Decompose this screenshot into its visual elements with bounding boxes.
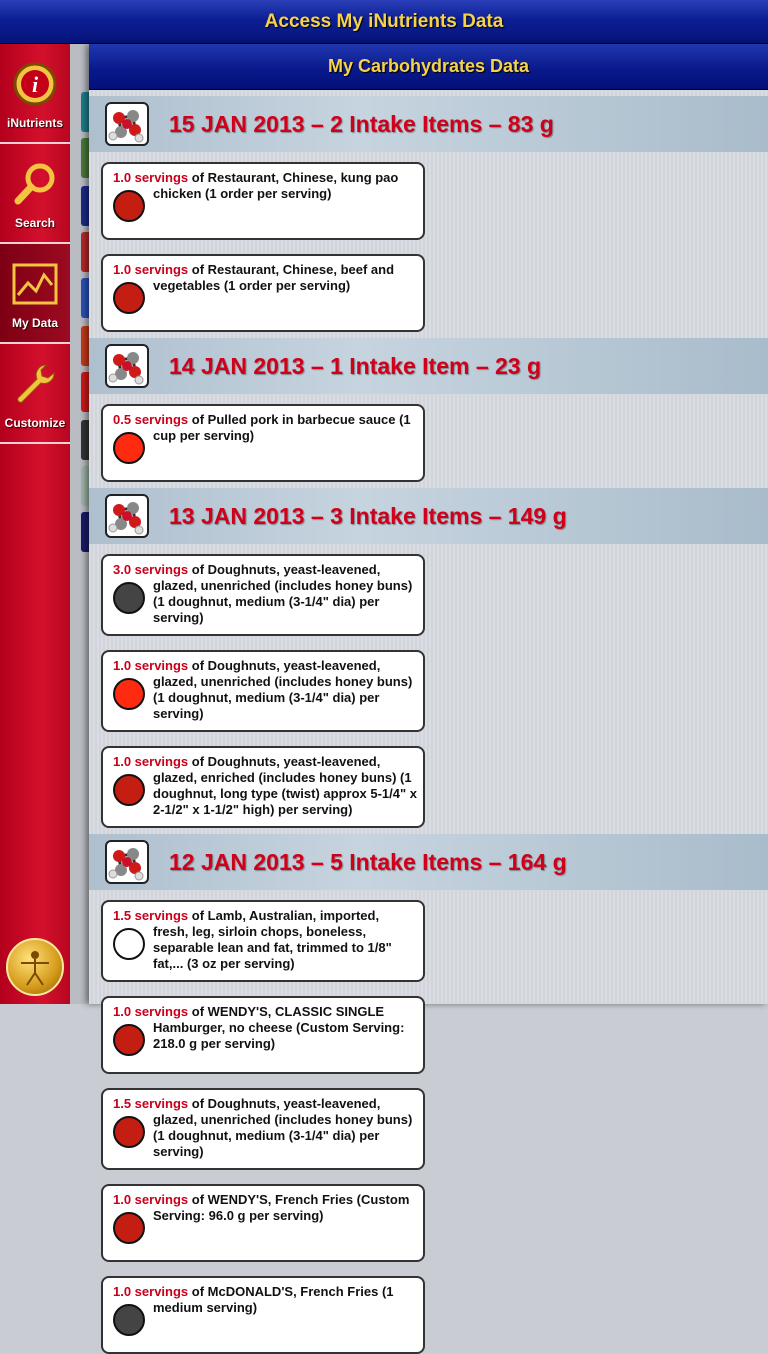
intake-item-card[interactable]: [101, 162, 425, 240]
food-description: of Doughnuts, yeast-leavened, glazed, enriched (includes honey buns) (1 doughnut, long type (twist) approx 5-1/4" x 2-1/2" x 1-1/2" high) per serving): [153, 754, 417, 817]
intake-item-text: [113, 754, 417, 818]
food-description: of McDONALD'S, French Fries (1 medium serving): [153, 1284, 394, 1315]
sidebar-item-label: iNutrients: [6, 116, 63, 130]
intake-item-card[interactable]: [101, 1276, 425, 1354]
intake-item-card[interactable]: [101, 554, 425, 636]
intake-item-text: [113, 562, 417, 626]
day-list: [89, 96, 768, 1354]
intake-item-card[interactable]: [101, 900, 425, 982]
carb-level-indicator: [113, 678, 145, 710]
molecule-icon: [105, 102, 149, 146]
servings-label: 1.0 servings: [113, 262, 189, 277]
day-header: [89, 96, 768, 152]
servings-label: 3.0 servings: [113, 562, 189, 577]
intake-item-text: [113, 412, 417, 444]
carb-level-indicator: [113, 1212, 145, 1244]
sidebar-item-label: Customize: [4, 416, 66, 430]
day-title: 13 JAN 2013 – 3 Intake Items – 149 g: [169, 502, 567, 529]
info-icon: [11, 60, 59, 108]
servings-label: 1.0 servings: [113, 170, 189, 185]
panel-title: My Carbohydrates Data: [327, 56, 530, 76]
carb-level-indicator: [113, 928, 145, 960]
food-description: of Doughnuts, yeast-leavened, glazed, unenriched (includes honey buns) (1 doughnut, medium (3-1/4" dia) per serving): [153, 658, 413, 721]
intake-item-card[interactable]: [101, 650, 425, 732]
intake-items: [89, 394, 768, 482]
carb-level-indicator: [113, 432, 145, 464]
molecule-icon: [105, 840, 149, 884]
sidebar-item-label: My Data: [11, 316, 58, 330]
intake-item-card[interactable]: [101, 404, 425, 482]
servings-label: 1.0 servings: [113, 1284, 189, 1299]
intake-item-text: [113, 1096, 417, 1160]
food-description: of WENDY'S, French Fries (Custom Serving: 96.0 g per serving): [153, 1192, 410, 1223]
day-section: [89, 834, 768, 1354]
servings-label: 1.0 servings: [113, 1004, 189, 1019]
day-section: [89, 488, 768, 828]
intake-item-card[interactable]: [101, 1184, 425, 1262]
chart-icon: [11, 260, 59, 308]
servings-label: 1.5 servings: [113, 908, 189, 923]
carb-level-indicator: [113, 1116, 145, 1148]
molecule-icon: [105, 344, 149, 388]
day-title: 12 JAN 2013 – 5 Intake Items – 164 g: [169, 848, 567, 875]
sidebar-item-my-data[interactable]: [0, 244, 70, 344]
food-description: of WENDY'S, CLASSIC SINGLE Hamburger, no cheese (Custom Serving: 218.0 g per serving): [153, 1004, 405, 1051]
carb-level-indicator: [113, 582, 145, 614]
sidebar: [0, 44, 70, 1004]
day-header: [89, 834, 768, 890]
intake-items: [89, 152, 768, 332]
sidebar-item-label: Search: [14, 216, 56, 230]
panel-title-bar: [89, 44, 768, 90]
intake-item-card[interactable]: [101, 996, 425, 1074]
servings-label: 1.0 servings: [113, 658, 189, 673]
servings-label: 1.0 servings: [113, 1192, 189, 1207]
intake-item-text: [113, 658, 417, 722]
carb-level-indicator: [113, 282, 145, 314]
svg-text:i: i: [31, 72, 39, 97]
wrench-icon: [11, 360, 59, 408]
my-carbohydrates-panel: [89, 44, 768, 1315]
food-description: of Doughnuts, yeast-leavened, glazed, unenriched (includes honey buns) (1 doughnut, medium (3-1/4" dia) per serving): [153, 1096, 413, 1159]
molecule-icon: [105, 494, 149, 538]
sidebar-item-customize[interactable]: [0, 344, 70, 444]
food-description: of Pulled pork in barbecue sauce (1 cup per serving): [153, 412, 411, 443]
day-header: [89, 338, 768, 394]
carb-level-indicator: [113, 190, 145, 222]
intake-items: [89, 544, 768, 828]
food-description: of Restaurant, Chinese, beef and vegetables (1 order per serving): [153, 262, 395, 293]
day-title: 14 JAN 2013 – 1 Intake Item – 23 g: [169, 352, 542, 379]
servings-label: 1.0 servings: [113, 754, 189, 769]
sidebar-item-inutrients[interactable]: [0, 44, 70, 144]
magnifier-icon: [11, 160, 59, 208]
intake-item-text: [113, 1284, 417, 1316]
intake-item-card[interactable]: [101, 1088, 425, 1170]
intake-item-card[interactable]: [101, 746, 425, 828]
carb-level-indicator: [113, 774, 145, 806]
food-description: of Restaurant, Chinese, kung pao chicken (1 order per serving): [153, 170, 399, 201]
day-section: [89, 96, 768, 332]
intake-item-text: [113, 908, 417, 972]
app-title-bar: [0, 0, 768, 44]
intake-item-text: [113, 170, 417, 202]
intake-item-card[interactable]: [101, 254, 425, 332]
day-section: [89, 338, 768, 482]
sidebar-item-search[interactable]: [0, 144, 70, 244]
day-title: 15 JAN 2013 – 2 Intake Items – 83 g: [169, 110, 554, 137]
food-description: of Doughnuts, yeast-leavened, glazed, unenriched (includes honey buns) (1 doughnut, medium (3-1/4" dia) per serving): [153, 562, 413, 625]
carb-level-indicator: [113, 1024, 145, 1056]
servings-label: 0.5 servings: [113, 412, 189, 427]
servings-label: 1.5 servings: [113, 1096, 189, 1111]
intake-items: [89, 890, 768, 1354]
inutrients-logo: [6, 938, 64, 996]
food-description: of Lamb, Australian, imported, fresh, leg, sirloin chops, boneless, separable lean and fat, trimmed to 1/8" fat,... (3 oz per serving): [153, 908, 392, 971]
day-header: [89, 488, 768, 544]
intake-item-text: [113, 1004, 417, 1052]
intake-item-text: [113, 262, 417, 294]
app-title: Access My iNutrients Data: [264, 10, 504, 32]
intake-item-text: [113, 1192, 417, 1224]
carb-level-indicator: [113, 1304, 145, 1336]
